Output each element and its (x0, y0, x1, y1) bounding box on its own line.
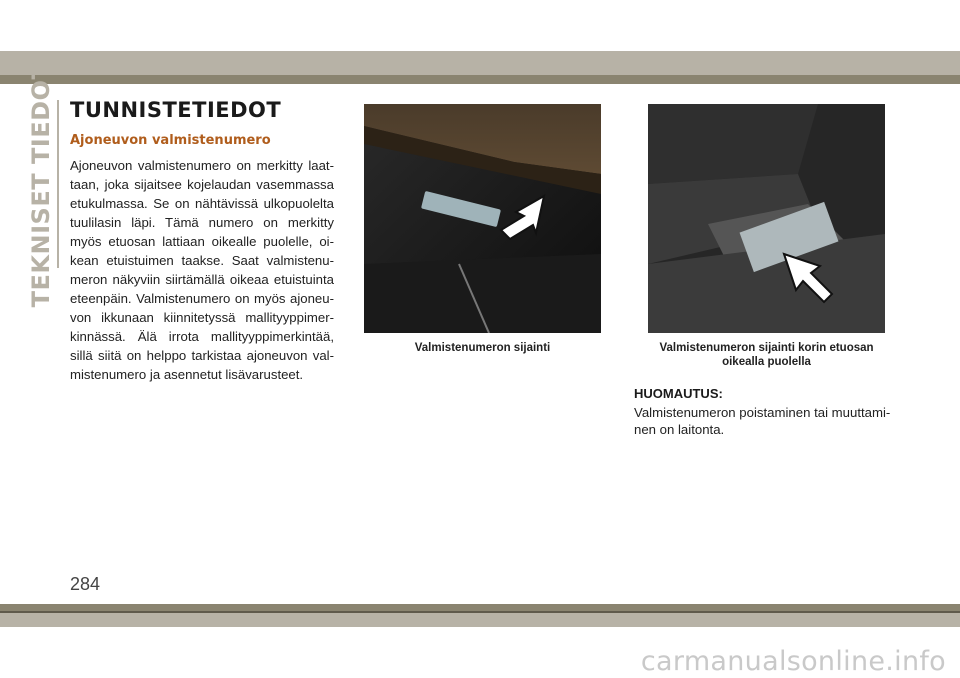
page-number: 284 (70, 574, 101, 594)
body-paragraph: Ajoneuvon valmistenumero on merkitty laat-taan, joka sijaitsee kojelaudan vasemmassa etukulmassa. Se on nähtävissä ulkopuolelta tuulilasin läpi. Tämä numero on merkitty myös etuosan lattiaan oikealle puolelle, oi-kean etuistuimen taakse. Saat valmistenu-meron näkyviin siirtämällä oikeaa etuistuinta eteenpäin. Valmistenumero on myös ajoneu-von ikkunaan kiinnitetyssä mallityyppimer-kinnässä. Älä irrota mallityyppimerkintää, sillä siitä on helppo tarkistaa ajoneuvon val-mistenumero ja asennetut lisävarusteet. (70, 158, 334, 382)
watermark: carmanualsonline.info (640, 646, 946, 677)
section-subtitle: Ajoneuvon valmistenumero (70, 133, 271, 148)
figure-caption-2: Valmistenumeron sijainti korin etuosan oikealla puolella (659, 342, 874, 368)
top-band-stripe (0, 75, 960, 84)
bottom-band (0, 604, 960, 627)
section-side-label-text: TEKNISET TIEDOT (27, 62, 55, 308)
bottom-band-line (0, 611, 960, 613)
figure-caption-1: Valmistenumeron sijainti (414, 342, 551, 354)
vin-floor-photo (648, 104, 885, 333)
side-rule (57, 100, 59, 268)
note-text: Valmistenumeron poistaminen tai muuttami-nen on laitonta. (634, 405, 891, 437)
note-title: HUOMAUTUS: (634, 386, 723, 401)
page-title: TUNNISTETIEDOT (70, 98, 282, 122)
section-side-label (26, 62, 56, 308)
vin-dashboard-illustration (364, 104, 601, 333)
bottom-band-stripe (0, 604, 960, 611)
vin-floor-illustration (648, 104, 885, 333)
top-band (0, 51, 960, 84)
vin-dashboard-photo (364, 104, 601, 333)
